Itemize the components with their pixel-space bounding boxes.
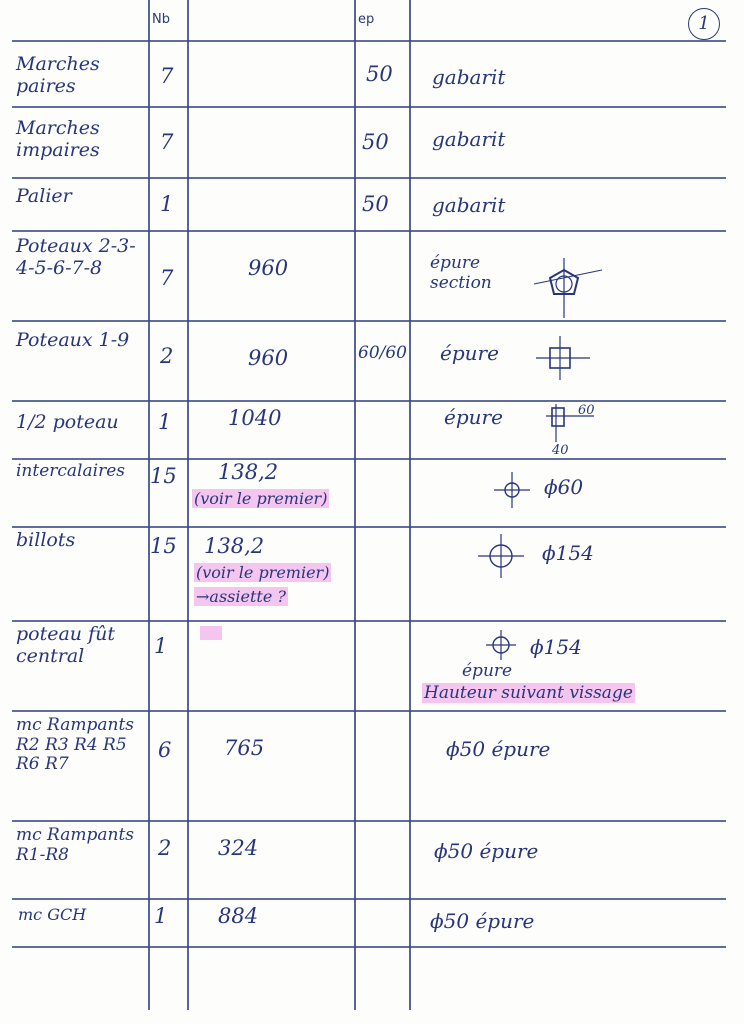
row-note3 [422,684,635,704]
row-nb: 15 [150,464,177,488]
row-nb: 1 [158,410,172,434]
row-note: gabarit [432,127,506,151]
row-label: 1/2 poteau [16,411,119,433]
row-length: 324 [218,836,259,860]
row-ep: 50 [362,130,389,154]
circle-crosshair-icon [494,472,530,508]
row-divider [12,946,726,948]
row-note: épure [440,341,499,365]
row-divider [12,710,726,712]
row-label: Poteaux 1-9 [16,329,130,351]
row-note: ϕ50 épure [434,839,539,863]
row-divider [12,898,726,900]
row-note2: épure [462,661,513,681]
circle-crosshair-icon [478,534,524,578]
row-nb: 2 [158,836,172,860]
row-label: mc Rampants R1-R8 [16,825,135,865]
row-nb: 1 [160,192,174,216]
row-ep: 50 [362,192,389,216]
row-note: gabarit [432,65,506,89]
row-length-note2 [194,588,288,606]
row-divider [12,458,726,460]
row-divider [12,106,726,108]
row-length: 765 [224,736,265,760]
row-length: 138,2 [204,534,265,558]
row-length: 1040 [228,406,282,430]
row-length-note [192,490,329,508]
row-divider [12,177,726,179]
row-nb: 7 [160,64,174,88]
circle-crosshair-icon [486,630,516,660]
row-label: billots [16,529,76,551]
row-divider [12,230,726,232]
row-note: épure section [430,253,492,293]
row-divider [12,320,726,322]
col-divider-4 [409,0,411,1010]
row-note: ϕ50 épure [430,909,535,933]
row-divider [12,40,726,42]
row-note: ϕ154 [542,541,594,565]
row-nb: 6 [158,738,172,762]
row-note: ϕ154 [530,635,582,659]
row-label: Poteaux 2-3-4-5-6-7-8 [16,235,136,279]
row-length: 960 [248,256,289,280]
dimension-40: 40 [552,443,569,458]
row-ep: 60/60 [358,343,407,363]
row-nb: 7 [160,130,174,154]
assiette-highlight: →assiette ? [196,587,286,606]
col-divider-3 [354,0,356,1010]
dimension-60: 60 [578,403,595,418]
length-note-highlight: (voir le premier) [196,563,330,582]
row-nb: 1 [154,634,168,658]
header-nb: Nb [152,12,170,27]
page-number: 1 [688,8,720,40]
row-label: mc GCH [18,905,87,924]
row-label: mc Rampants R2 R3 R4 R5 R6 R7 [16,715,135,775]
pentagon-section-icon [530,256,606,320]
length-note-highlight: (voir le premier) [194,489,328,508]
row-divider [12,620,726,622]
row-label: Marches impaires [16,117,100,161]
row-note: gabarit [432,193,506,217]
row-divider [12,526,726,528]
row-label: intercalaires [16,461,125,481]
col-divider-1 [148,0,150,1010]
row-length: 884 [218,904,259,928]
hauteur-highlight: Hauteur suivant vissage [424,683,633,703]
col-divider-2 [187,0,189,1010]
row-label: poteau fût central [16,623,115,667]
header-ep: ep [358,12,375,27]
row-divider [12,400,726,402]
row-note: épure [444,405,503,429]
row-length: 138,2 [218,460,279,484]
row-nb: 7 [160,266,174,290]
row-length-note [194,564,331,582]
highlight-mark [200,626,222,640]
square-section-icon [536,336,590,380]
row-divider [12,820,726,822]
row-nb: 15 [150,534,177,558]
row-note: ϕ60 [544,475,584,499]
row-nb: 2 [160,344,174,368]
row-note: ϕ50 épure [446,737,551,761]
row-ep: 50 [366,62,393,86]
row-nb: 1 [154,904,168,928]
row-length: 960 [248,346,289,370]
row-label: Palier [16,185,72,207]
row-label: Marches paires [16,53,100,97]
